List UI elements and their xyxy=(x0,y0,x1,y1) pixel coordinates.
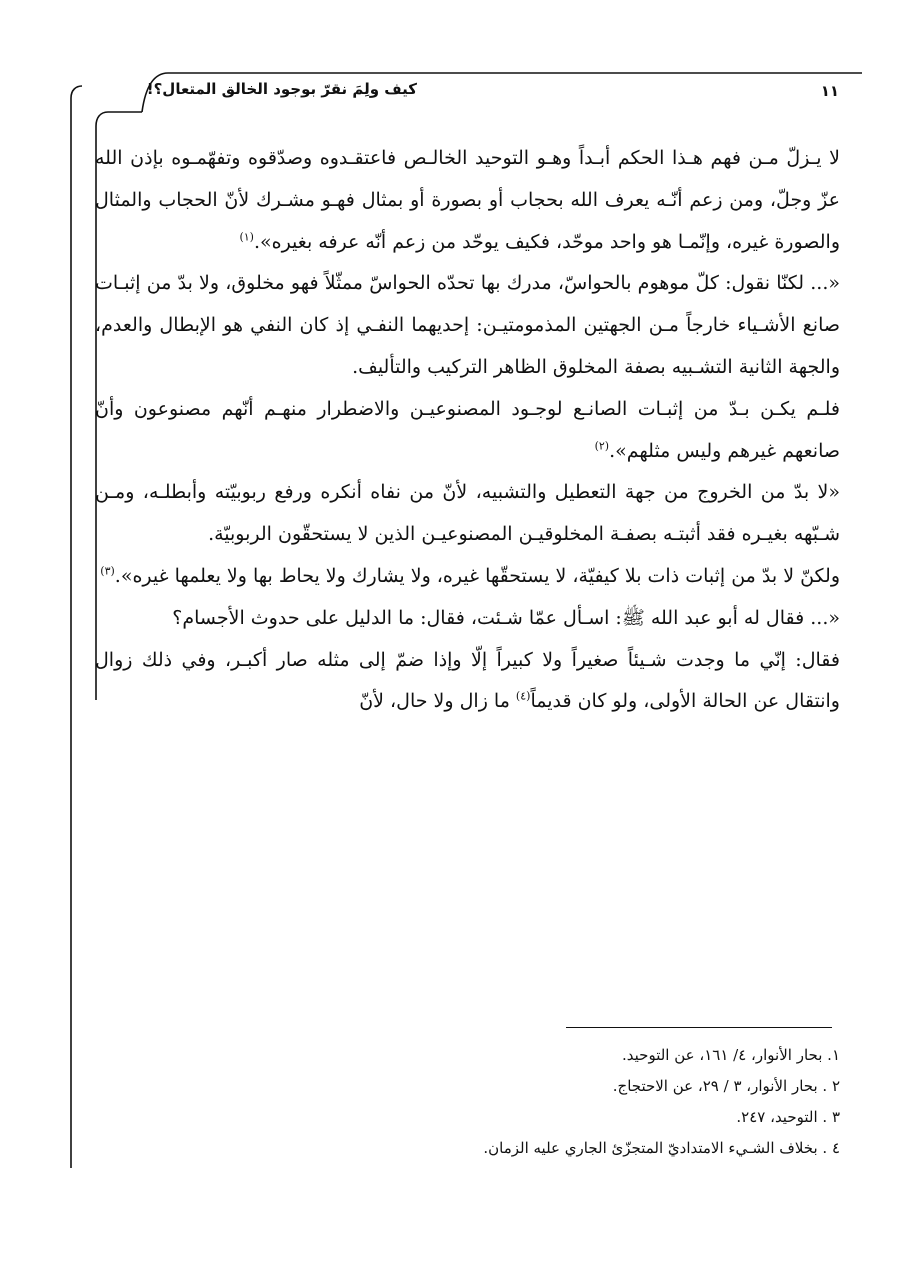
footnote-ref[interactable]: (٤) xyxy=(515,690,531,704)
page-number: ١١ xyxy=(820,82,839,100)
paragraph: فلـم يكـن بـدّ من إثبـات الصانـع لوجـود المصنوعيـن والاضطرار منهـم أنّهم مصنوعون وأنّ صانعهم غيرهم وليس مثلهم».$^{(٢)}$ xyxy=(95,397,840,462)
footnote: ١. بحار الأنوار، ٤/ ١٦١، عن التوحيد. xyxy=(622,1046,840,1064)
footnote-ref[interactable]: (١) xyxy=(239,230,254,244)
footnote-separator xyxy=(566,1027,832,1028)
paragraph: «لا بدّ من الخروج من جهة التعطيل والتشبيه، لأنّ من نفاه أنكره ورفع ربوبيّته وأبطلـه، ومـن شـبّهه بغيـره فقد أثبتـه بصفـة المخلوقيـن المصنوعيـن الذين لا يستحقّون الربوبيّة. xyxy=(95,481,840,546)
paragraph: لا يـزلّ مـن فهم هـذا الحكم أبـداً وهـو التوحيد الخالـص فاعتقـدوه وصدّقوه وتفهّمـوه بإذن الله عزّ وجلّ، ومن زعم أنّـه يعرف الله بحجاب أو بصورة أو بمثال فهـو مشـرك لأنّ الحجاب والمثال والصورة غيره، وإنّمـا هو واحد موحّد، فكيف يوحّد من زعم أنّه عرفه بغيره».$^{(١)}$ xyxy=(95,147,840,253)
paragraph: ولكنّ لا بدّ من إثبات ذات بلا كيفيّة، لا يستحقّها غيره، ولا يشارك ولا يحاط بها ولا يعلمها غيره».$^{(٣)}$ xyxy=(100,564,840,587)
paragraph: «... لكنّا نقول: كلّ موهوم بالحواسّ، مدرك بها تحدّه الحواسّ ممثّلاً فهو مخلوق، ولا بدّ من إثبـات صانع الأشـياء خارجاً مـن الجهتين المذمومتيـن: إحديهما النفـي إذ كان النفي هو الإبطال والعدم، والجهة الثانية التشـبيه بصفة المخلوق الظاهر التركيب والتأليف. xyxy=(95,272,840,378)
footnote-ref[interactable]: (٣) xyxy=(100,564,115,578)
running-header-title: كيف ولِمَ نقرّ بوجود الخالق المتعال؟! xyxy=(146,80,417,98)
footnote: ٢ . بحار الأنوار، ٣ / ٢٩، عن الاحتجاج. xyxy=(612,1077,840,1095)
main-text xyxy=(95,138,840,723)
paragraph: «... فقال له أبو عبد الله ﷺ: اسـأل عمّا شـئت، فقال: ما الدليل على حدوث الأجسام؟ xyxy=(172,606,840,629)
paragraph: فقال: إنّي ما وجدت شـيئاً صغيراً ولا كبيراً إلّا وإذا ضمّ إلى مثله صار أكبـر، وفي ذلك زوال وانتقال عن الحالة الأولى، ولو كان قديماً$^{(٤)}$ ما زال ولا حال، لأنّ xyxy=(95,648,840,713)
footnote: ٣ . التوحيد، ٢٤٧. xyxy=(736,1108,840,1126)
footnotes xyxy=(95,1040,840,1164)
footnote-ref[interactable]: (٢) xyxy=(594,439,610,453)
footnote: ٤ . بخلاف الشـيء الامتداديّ المتجزّئ الجاري عليه الزمان. xyxy=(483,1139,840,1157)
